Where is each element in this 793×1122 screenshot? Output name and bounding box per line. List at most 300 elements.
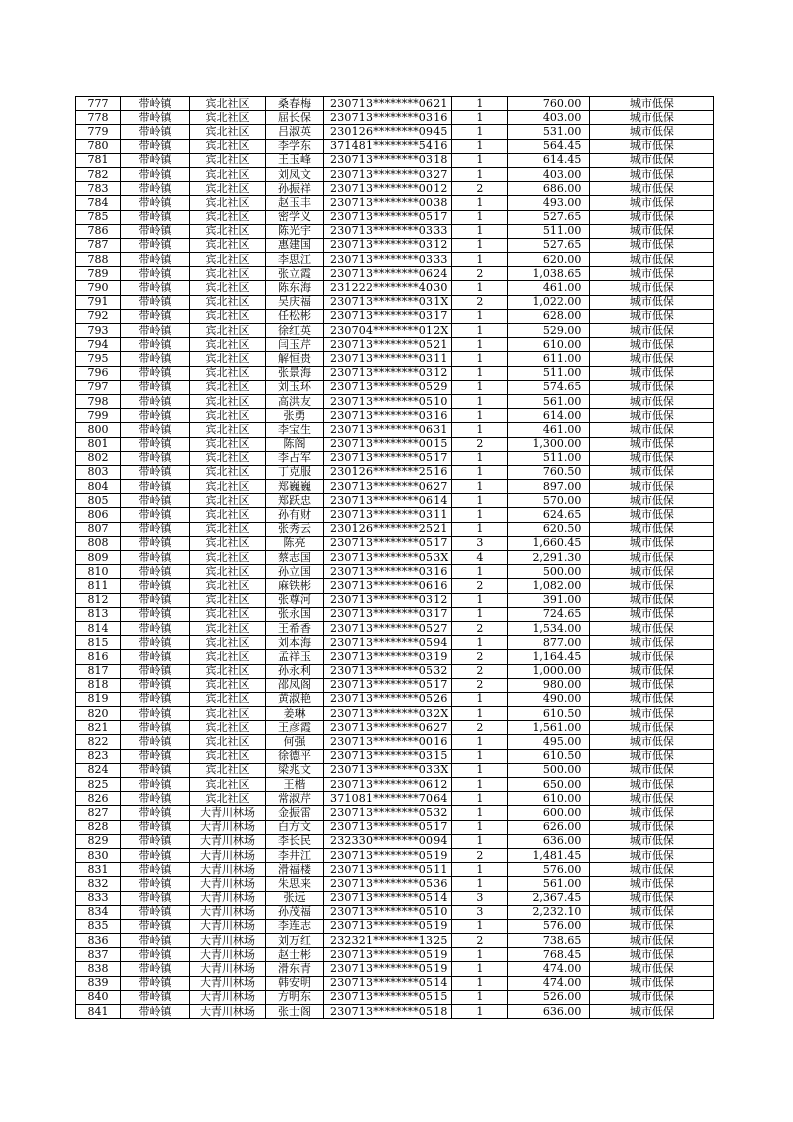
amount-cell: 490.00	[508, 692, 590, 706]
category-cell: 城市低保	[590, 253, 714, 267]
amount-cell: 527.65	[508, 238, 590, 252]
name-cell: 何强	[266, 735, 324, 749]
category-cell: 城市低保	[590, 451, 714, 465]
household-size-cell: 1	[452, 593, 508, 607]
data-table	[75, 96, 714, 1019]
amount-cell: 391.00	[508, 593, 590, 607]
id-number-cell: 230713********0311	[324, 508, 452, 522]
id-number-cell: 371481********5416	[324, 139, 452, 153]
category-cell: 城市低保	[590, 976, 714, 990]
community-cell: 宾北社区	[190, 437, 266, 451]
name-cell: 金振雷	[266, 806, 324, 820]
row-number-cell: 778	[76, 111, 121, 125]
community-cell: 大青川林场	[190, 976, 266, 990]
community-cell: 宾北社区	[190, 352, 266, 366]
category-cell: 城市低保	[590, 352, 714, 366]
id-number-cell: 230713********0616	[324, 579, 452, 593]
amount-cell: 500.00	[508, 763, 590, 777]
id-number-cell: 230704********012X	[324, 324, 452, 338]
id-number-cell: 230713********0317	[324, 309, 452, 323]
amount-cell: 561.00	[508, 877, 590, 891]
table-row	[76, 579, 714, 593]
community-cell: 宾北社区	[190, 508, 266, 522]
name-cell: 滑福楼	[266, 863, 324, 877]
amount-cell: 526.00	[508, 990, 590, 1004]
table-row	[76, 267, 714, 281]
household-size-cell: 2	[452, 848, 508, 862]
name-cell: 王玉峰	[266, 153, 324, 167]
community-cell: 宾北社区	[190, 451, 266, 465]
name-cell: 常淑芹	[266, 792, 324, 806]
row-number-cell: 786	[76, 224, 121, 238]
id-number-cell: 231222********4030	[324, 281, 452, 295]
amount-cell: 650.00	[508, 778, 590, 792]
household-size-cell: 1	[452, 707, 508, 721]
household-size-cell: 1	[452, 238, 508, 252]
table-row	[76, 409, 714, 423]
category-cell: 城市低保	[590, 522, 714, 536]
id-number-cell: 230713********0614	[324, 494, 452, 508]
name-cell: 李井江	[266, 848, 324, 862]
table-row	[76, 309, 714, 323]
community-cell: 宾北社区	[190, 522, 266, 536]
town-cell: 带岭镇	[121, 238, 190, 252]
category-cell: 城市低保	[590, 409, 714, 423]
id-number-cell: 232330********0094	[324, 834, 452, 848]
community-cell: 宾北社区	[190, 792, 266, 806]
town-cell: 带岭镇	[121, 522, 190, 536]
table-row	[76, 593, 714, 607]
name-cell: 刘本海	[266, 636, 324, 650]
table-row	[76, 607, 714, 621]
table-row	[76, 182, 714, 196]
name-cell: 陈光宇	[266, 224, 324, 238]
category-cell: 城市低保	[590, 806, 714, 820]
community-cell: 大青川林场	[190, 834, 266, 848]
community-cell: 宾北社区	[190, 778, 266, 792]
community-cell: 大青川林场	[190, 905, 266, 919]
household-size-cell: 1	[452, 919, 508, 933]
row-number-cell: 783	[76, 182, 121, 196]
community-cell: 宾北社区	[190, 394, 266, 408]
name-cell: 张立霞	[266, 267, 324, 281]
household-size-cell: 1	[452, 338, 508, 352]
town-cell: 带岭镇	[121, 891, 190, 905]
household-size-cell: 1	[452, 309, 508, 323]
town-cell: 带岭镇	[121, 508, 190, 522]
table-row	[76, 565, 714, 579]
id-number-cell: 232321********1325	[324, 934, 452, 948]
name-cell: 郑巍巍	[266, 480, 324, 494]
id-number-cell: 230713********0518	[324, 1005, 452, 1019]
row-number-cell: 796	[76, 366, 121, 380]
household-size-cell: 1	[452, 834, 508, 848]
name-cell: 郑跃忠	[266, 494, 324, 508]
table-row	[76, 153, 714, 167]
row-number-cell: 833	[76, 891, 121, 905]
id-number-cell: 230713********0529	[324, 380, 452, 394]
household-size-cell: 1	[452, 324, 508, 338]
town-cell: 带岭镇	[121, 366, 190, 380]
community-cell: 大青川林场	[190, 1005, 266, 1019]
id-number-cell: 230713********0536	[324, 877, 452, 891]
town-cell: 带岭镇	[121, 139, 190, 153]
amount-cell: 2,232.10	[508, 905, 590, 919]
category-cell: 城市低保	[590, 224, 714, 238]
category-cell: 城市低保	[590, 465, 714, 479]
town-cell: 带岭镇	[121, 111, 190, 125]
town-cell: 带岭镇	[121, 551, 190, 565]
row-number-cell: 791	[76, 295, 121, 309]
row-number-cell: 802	[76, 451, 121, 465]
name-cell: 白方文	[266, 820, 324, 834]
amount-cell: 614.45	[508, 153, 590, 167]
amount-cell: 768.45	[508, 948, 590, 962]
amount-cell: 628.00	[508, 309, 590, 323]
table-row	[76, 551, 714, 565]
amount-cell: 531.00	[508, 125, 590, 139]
town-cell: 带岭镇	[121, 196, 190, 210]
id-number-cell: 230713********0327	[324, 167, 452, 181]
row-number-cell: 794	[76, 338, 121, 352]
name-cell: 赵玉丰	[266, 196, 324, 210]
amount-cell: 564.45	[508, 139, 590, 153]
community-cell: 宾北社区	[190, 125, 266, 139]
table-row	[76, 295, 714, 309]
table-row	[76, 437, 714, 451]
amount-cell: 576.00	[508, 863, 590, 877]
row-number-cell: 830	[76, 848, 121, 862]
id-number-cell: 230713********0519	[324, 948, 452, 962]
id-number-cell: 230713********033X	[324, 763, 452, 777]
amount-cell: 403.00	[508, 111, 590, 125]
town-cell: 带岭镇	[121, 480, 190, 494]
table-row	[76, 394, 714, 408]
name-cell: 张永国	[266, 607, 324, 621]
community-cell: 宾北社区	[190, 409, 266, 423]
table-row	[76, 863, 714, 877]
community-cell: 宾北社区	[190, 210, 266, 224]
household-size-cell: 1	[452, 153, 508, 167]
table-row	[76, 820, 714, 834]
table-row	[76, 224, 714, 238]
id-number-cell: 371081********7064	[324, 792, 452, 806]
town-cell: 带岭镇	[121, 863, 190, 877]
household-size-cell: 2	[452, 182, 508, 196]
amount-cell: 561.00	[508, 394, 590, 408]
row-number-cell: 804	[76, 480, 121, 494]
row-number-cell: 784	[76, 196, 121, 210]
category-cell: 城市低保	[590, 579, 714, 593]
name-cell: 李连志	[266, 919, 324, 933]
community-cell: 宾北社区	[190, 281, 266, 295]
community-cell: 宾北社区	[190, 267, 266, 281]
community-cell: 宾北社区	[190, 593, 266, 607]
amount-cell: 2,367.45	[508, 891, 590, 905]
town-cell: 带岭镇	[121, 167, 190, 181]
town-cell: 带岭镇	[121, 721, 190, 735]
category-cell: 城市低保	[590, 934, 714, 948]
category-cell: 城市低保	[590, 678, 714, 692]
town-cell: 带岭镇	[121, 664, 190, 678]
category-cell: 城市低保	[590, 905, 714, 919]
table-row	[76, 778, 714, 792]
community-cell: 宾北社区	[190, 338, 266, 352]
community-cell: 大青川林场	[190, 891, 266, 905]
row-number-cell: 819	[76, 692, 121, 706]
household-size-cell: 4	[452, 551, 508, 565]
name-cell: 韩安明	[266, 976, 324, 990]
name-cell: 李学东	[266, 139, 324, 153]
category-cell: 城市低保	[590, 182, 714, 196]
table-row	[76, 380, 714, 394]
amount-cell: 1,038.65	[508, 267, 590, 281]
name-cell: 王楷	[266, 778, 324, 792]
category-cell: 城市低保	[590, 153, 714, 167]
household-size-cell: 1	[452, 508, 508, 522]
name-cell: 李宝生	[266, 423, 324, 437]
town-cell: 带岭镇	[121, 125, 190, 139]
community-cell: 宾北社区	[190, 480, 266, 494]
community-cell: 宾北社区	[190, 650, 266, 664]
row-number-cell: 798	[76, 394, 121, 408]
community-cell: 大青川林场	[190, 848, 266, 862]
household-size-cell: 1	[452, 366, 508, 380]
community-cell: 大青川林场	[190, 806, 266, 820]
community-cell: 大青川林场	[190, 990, 266, 1004]
amount-cell: 1,660.45	[508, 536, 590, 550]
category-cell: 城市低保	[590, 919, 714, 933]
town-cell: 带岭镇	[121, 948, 190, 962]
category-cell: 城市低保	[590, 281, 714, 295]
row-number-cell: 777	[76, 97, 121, 111]
household-size-cell: 1	[452, 607, 508, 621]
id-number-cell: 230713********0312	[324, 238, 452, 252]
id-number-cell: 230713********0317	[324, 607, 452, 621]
table-row	[76, 707, 714, 721]
category-cell: 城市低保	[590, 763, 714, 777]
community-cell: 宾北社区	[190, 692, 266, 706]
household-size-cell: 3	[452, 536, 508, 550]
table-row	[76, 905, 714, 919]
community-cell: 宾北社区	[190, 111, 266, 125]
amount-cell: 610.00	[508, 792, 590, 806]
id-number-cell: 230713********0517	[324, 536, 452, 550]
household-size-cell: 1	[452, 423, 508, 437]
name-cell: 吴庆福	[266, 295, 324, 309]
table-row	[76, 465, 714, 479]
household-size-cell: 3	[452, 905, 508, 919]
household-size-cell: 1	[452, 380, 508, 394]
town-cell: 带岭镇	[121, 437, 190, 451]
category-cell: 城市低保	[590, 707, 714, 721]
id-number-cell: 230713********0517	[324, 210, 452, 224]
category-cell: 城市低保	[590, 267, 714, 281]
id-number-cell: 230713********0517	[324, 678, 452, 692]
row-number-cell: 814	[76, 621, 121, 635]
community-cell: 宾北社区	[190, 763, 266, 777]
community-cell: 宾北社区	[190, 324, 266, 338]
amount-cell: 686.00	[508, 182, 590, 196]
household-size-cell: 2	[452, 295, 508, 309]
name-cell: 张尊河	[266, 593, 324, 607]
household-size-cell: 1	[452, 792, 508, 806]
name-cell: 张秀云	[266, 522, 324, 536]
category-cell: 城市低保	[590, 636, 714, 650]
amount-cell: 624.65	[508, 508, 590, 522]
row-number-cell: 787	[76, 238, 121, 252]
category-cell: 城市低保	[590, 97, 714, 111]
row-number-cell: 795	[76, 352, 121, 366]
amount-cell: 620.50	[508, 522, 590, 536]
table-row	[76, 650, 714, 664]
id-number-cell: 230713********0624	[324, 267, 452, 281]
category-cell: 城市低保	[590, 962, 714, 976]
amount-cell: 511.00	[508, 366, 590, 380]
amount-cell: 980.00	[508, 678, 590, 692]
household-size-cell: 1	[452, 281, 508, 295]
id-number-cell: 230126********0945	[324, 125, 452, 139]
id-number-cell: 230713********0527	[324, 621, 452, 635]
row-number-cell: 823	[76, 749, 121, 763]
table-row	[76, 238, 714, 252]
category-cell: 城市低保	[590, 735, 714, 749]
table-row	[76, 139, 714, 153]
town-cell: 带岭镇	[121, 749, 190, 763]
category-cell: 城市低保	[590, 437, 714, 451]
row-number-cell: 789	[76, 267, 121, 281]
id-number-cell: 230713********0521	[324, 338, 452, 352]
household-size-cell: 1	[452, 451, 508, 465]
household-size-cell: 1	[452, 480, 508, 494]
category-cell: 城市低保	[590, 494, 714, 508]
id-number-cell: 230713********0526	[324, 692, 452, 706]
table-row	[76, 919, 714, 933]
id-number-cell: 230713********0532	[324, 806, 452, 820]
name-cell: 吕淑英	[266, 125, 324, 139]
name-cell: 孙有财	[266, 508, 324, 522]
row-number-cell: 816	[76, 650, 121, 664]
row-number-cell: 780	[76, 139, 121, 153]
table-row	[76, 735, 714, 749]
name-cell: 李占军	[266, 451, 324, 465]
name-cell: 王彦霞	[266, 721, 324, 735]
row-number-cell: 792	[76, 309, 121, 323]
household-size-cell: 1	[452, 749, 508, 763]
name-cell: 邵凤阁	[266, 678, 324, 692]
id-number-cell: 230713********0514	[324, 976, 452, 990]
table-row	[76, 891, 714, 905]
category-cell: 城市低保	[590, 139, 714, 153]
town-cell: 带岭镇	[121, 153, 190, 167]
household-size-cell: 1	[452, 976, 508, 990]
row-number-cell: 826	[76, 792, 121, 806]
community-cell: 宾北社区	[190, 238, 266, 252]
row-number-cell: 779	[76, 125, 121, 139]
town-cell: 带岭镇	[121, 707, 190, 721]
community-cell: 宾北社区	[190, 139, 266, 153]
community-cell: 宾北社区	[190, 636, 266, 650]
town-cell: 带岭镇	[121, 281, 190, 295]
community-cell: 宾北社区	[190, 167, 266, 181]
id-number-cell: 230713********0312	[324, 366, 452, 380]
category-cell: 城市低保	[590, 536, 714, 550]
name-cell: 孟祥玉	[266, 650, 324, 664]
category-cell: 城市低保	[590, 309, 714, 323]
town-cell: 带岭镇	[121, 848, 190, 862]
amount-cell: 527.65	[508, 210, 590, 224]
town-cell: 带岭镇	[121, 352, 190, 366]
row-number-cell: 807	[76, 522, 121, 536]
town-cell: 带岭镇	[121, 182, 190, 196]
amount-cell: 1,534.00	[508, 621, 590, 635]
category-cell: 城市低保	[590, 394, 714, 408]
row-number-cell: 785	[76, 210, 121, 224]
table-row	[76, 480, 714, 494]
community-cell: 宾北社区	[190, 153, 266, 167]
row-number-cell: 797	[76, 380, 121, 394]
category-cell: 城市低保	[590, 834, 714, 848]
category-cell: 城市低保	[590, 1005, 714, 1019]
name-cell: 陈亮	[266, 536, 324, 550]
household-size-cell: 1	[452, 877, 508, 891]
amount-cell: 2,291.30	[508, 551, 590, 565]
household-size-cell: 1	[452, 735, 508, 749]
category-cell: 城市低保	[590, 565, 714, 579]
amount-cell: 461.00	[508, 423, 590, 437]
town-cell: 带岭镇	[121, 692, 190, 706]
table-row	[76, 111, 714, 125]
category-cell: 城市低保	[590, 551, 714, 565]
name-cell: 刘万红	[266, 934, 324, 948]
amount-cell: 610.50	[508, 707, 590, 721]
category-cell: 城市低保	[590, 238, 714, 252]
id-number-cell: 230713********0316	[324, 111, 452, 125]
household-size-cell: 1	[452, 692, 508, 706]
name-cell: 任松彬	[266, 309, 324, 323]
household-size-cell: 1	[452, 465, 508, 479]
category-cell: 城市低保	[590, 990, 714, 1004]
town-cell: 带岭镇	[121, 919, 190, 933]
id-number-cell: 230713********0631	[324, 423, 452, 437]
community-cell: 宾北社区	[190, 97, 266, 111]
table-row	[76, 877, 714, 891]
id-number-cell: 230126********2521	[324, 522, 452, 536]
id-number-cell: 230713********0012	[324, 182, 452, 196]
table-row	[76, 934, 714, 948]
amount-cell: 1,481.45	[508, 848, 590, 862]
amount-cell: 461.00	[508, 281, 590, 295]
amount-cell: 474.00	[508, 962, 590, 976]
table-row	[76, 196, 714, 210]
town-cell: 带岭镇	[121, 224, 190, 238]
community-cell: 宾北社区	[190, 551, 266, 565]
community-cell: 宾北社区	[190, 621, 266, 635]
id-number-cell: 230713********0510	[324, 905, 452, 919]
amount-cell: 1,000.00	[508, 664, 590, 678]
id-number-cell: 230713********0015	[324, 437, 452, 451]
name-cell: 陈东海	[266, 281, 324, 295]
household-size-cell: 1	[452, 863, 508, 877]
row-number-cell: 805	[76, 494, 121, 508]
community-cell: 宾北社区	[190, 664, 266, 678]
town-cell: 带岭镇	[121, 905, 190, 919]
amount-cell: 724.65	[508, 607, 590, 621]
id-number-cell: 230713********0519	[324, 848, 452, 862]
name-cell: 姜琳	[266, 707, 324, 721]
name-cell: 滑东青	[266, 962, 324, 976]
table-row	[76, 536, 714, 550]
